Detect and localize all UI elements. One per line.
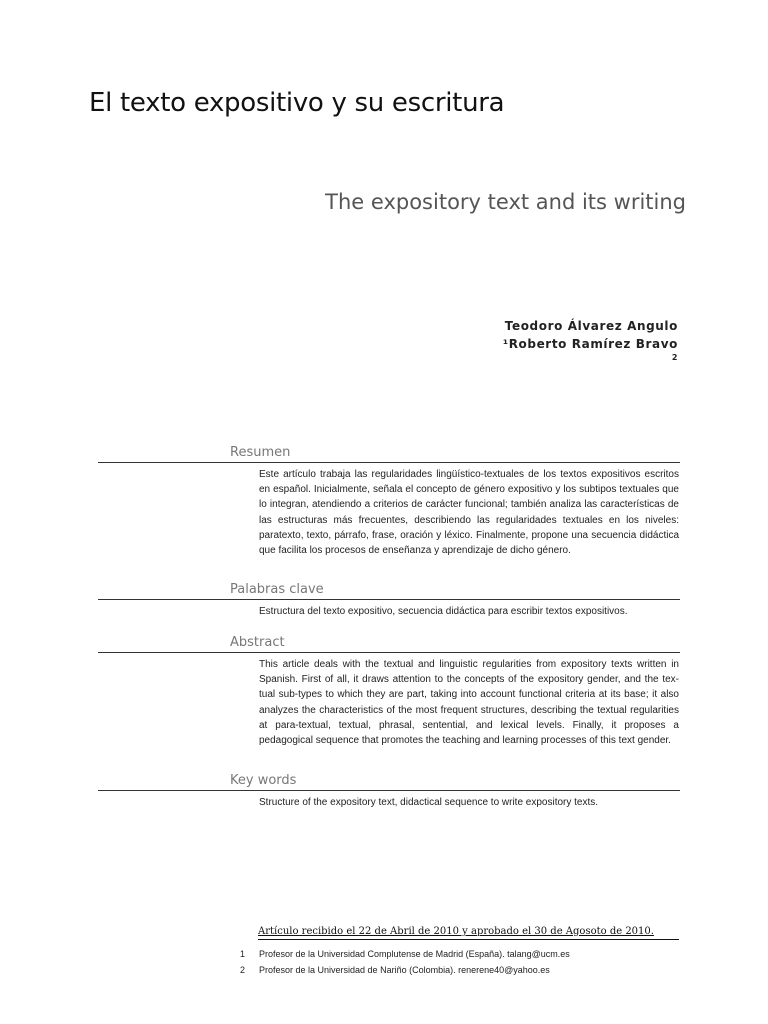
resumen-heading: Resumen: [98, 444, 680, 463]
author-2: ¹Roberto Ramírez Bravo: [502, 337, 678, 351]
author-1: Teodoro Álvarez Angulo: [504, 319, 678, 333]
footnote-text: Profesor de la Universidad de Nariño (Colombia). renerene40@yahoo.es: [259, 965, 550, 975]
footnote-marker-2: 2: [671, 353, 678, 362]
abstract-section: [98, 634, 680, 748]
authors-block: [503, 317, 678, 363]
received-date-note: Artículo recibido el 22 de Abril de 2010 y aprobado el 30 de Agosoto de 2010.: [258, 926, 679, 940]
key-words-section: [98, 772, 680, 810]
palabras-clave-heading: Palabras clave: [98, 581, 680, 600]
resumen-section: [98, 444, 680, 558]
footnotes: [240, 946, 570, 978]
footnote-text: Profesor de la Universidad Complutense de Madrid (España). talang@ucm.es: [259, 949, 570, 959]
abstract-heading: Abstract: [98, 634, 680, 653]
palabras-clave-body: Estructura del texto expositivo, secuencia didáctica para escribir textos expositivos.: [259, 606, 628, 617]
resumen-body: Este artículo trabaja las regularidades lingüístico-textuales de los textos expositivos escritos en español. Inicialmente, señala el concepto de género expositivo y los subtipos textuales que lo integran, atendiendo a criterios de carácter funcional; también analiza las características de las estructuras más frecuentes, describiendo las regularidades textuales en los niveles: paratexto, texto, párrafo, frase, oración y léxico. Finalmente, propone una secuencia didáctica que facilita los procesos de enseñanza y aprendizaje de dicho género.: [259, 469, 679, 557]
palabras-clave-section: [98, 581, 680, 619]
title-spanish: El texto expositivo y su escritura: [89, 88, 505, 118]
title-english: The expository text and its writing: [325, 190, 686, 214]
footnote-1: [240, 946, 570, 962]
key-words-heading: Key words: [98, 772, 680, 791]
footnote-2: [240, 962, 570, 978]
abstract-body: This article deals with the textual and linguistic regularities from expository texts written in Spanish. First of all, it draws attention to the concepts of the expository gender, and the tex-tual sub-types to which they are part, taking into account functional criteria at its base; it also analyzes the characteristics of the most frequent structures, describing the textual regularities at para-textual, textual, phrasal, sentential, and lexical levels. Finally, it proposes a pedagogical sequence that promotes the teaching and learning processes of this text gender.: [259, 659, 679, 747]
footnote-number: 2: [240, 965, 246, 975]
key-words-body: Structure of the expository text, didactical sequence to write expository texts.: [259, 797, 599, 808]
footnote-number: 1: [240, 949, 246, 959]
